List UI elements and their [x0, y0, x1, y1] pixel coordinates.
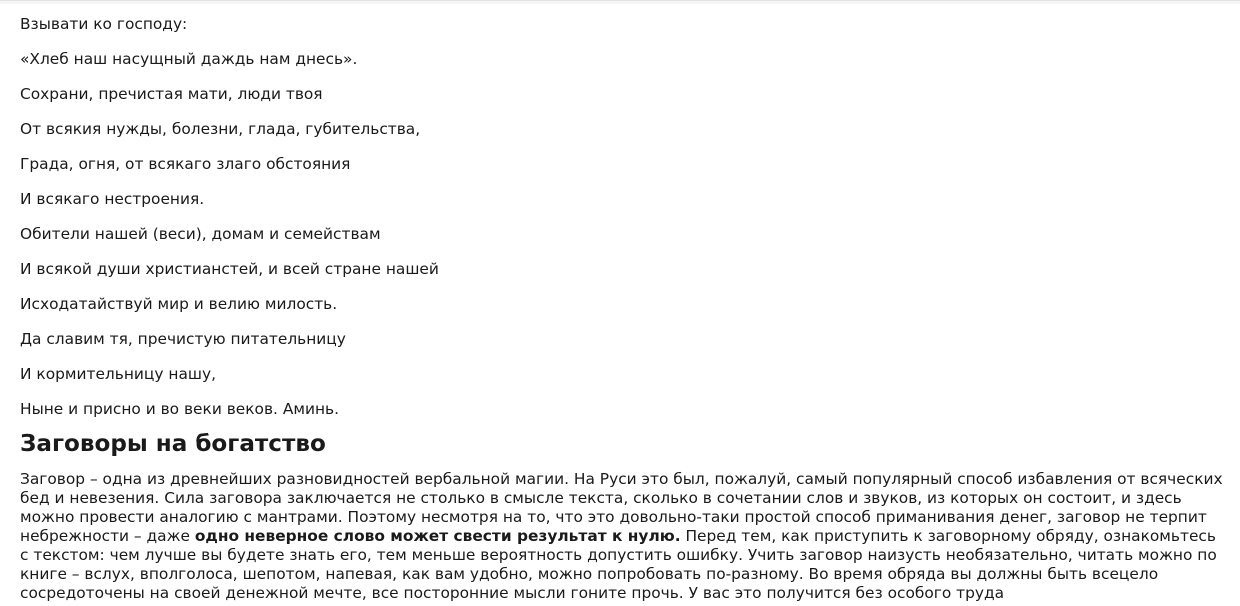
top-divider	[0, 0, 1240, 4]
prayer-line-5: Града, огня, от всякаго злаго обстояния	[20, 155, 351, 173]
paragraph-text-start: Заговор – одна из древнейших разновидностей вербальной магии. На Руси это был, пожалуй, самый популярный способ избавления от всяческих бед и невезения. Сила заговора заключается не столько в смысле текста, сколько в сочетании слов и звуков, из которых он состоит, и здесь можно провести аналогию с мантрами. Поэтому несмотря на то, что это довольно-таки простой способ приманивания денег, заговор не терпит небрежности – даже	[20, 470, 1223, 545]
section-heading: Заговоры на богатство	[20, 431, 326, 457]
prayer-line-6: И всякаго нестроения.	[20, 190, 205, 208]
prayer-line-10: Да славим тя, пречистую питательницу	[20, 330, 346, 348]
prayer-line-4: От всякия нужды, болезни, глада, губительства,	[20, 120, 421, 138]
paragraph-emphasis: одно неверное слово может свести результат к нулю.	[194, 527, 681, 545]
prayer-line-11: И кормительницу нашу,	[20, 365, 216, 383]
section-paragraph	[20, 470, 1225, 603]
prayer-line-12: Ныне и присно и во веки веков. Аминь.	[20, 400, 339, 418]
prayer-line-7: Обители нашей (веси), домам и семействам	[20, 225, 381, 243]
article-body	[20, 15, 1225, 603]
prayer-line-3: Сохрани, пречистая мати, люди твоя	[20, 85, 323, 103]
paragraph-text-end: Перед тем, как приступить к заговорному обряду, ознакомьтесь с текстом: чем лучше вы будете знать его, тем меньше вероятность допустить ошибку. Учить заговор наизусть необязательно, читать можно по книге – вслух, вполголоса, шепотом, напевая, как вам удобно, можно попробовать по-разному. Во время обряда вы должны быть всецело сосредоточены на своей денежной мечте, все посторонние мысли гоните прочь. У вас это получится без особого труда	[20, 527, 1217, 602]
prayer-line-1: Взывати ко господу:	[20, 15, 188, 33]
prayer-line-2: «Хлеб наш насущный даждь нам днесь».	[20, 50, 358, 68]
prayer-line-8: И всякой души христианстей, и всей стране нашей	[20, 260, 439, 278]
prayer-line-9: Исходатайствуй мир и велию милость.	[20, 295, 338, 313]
